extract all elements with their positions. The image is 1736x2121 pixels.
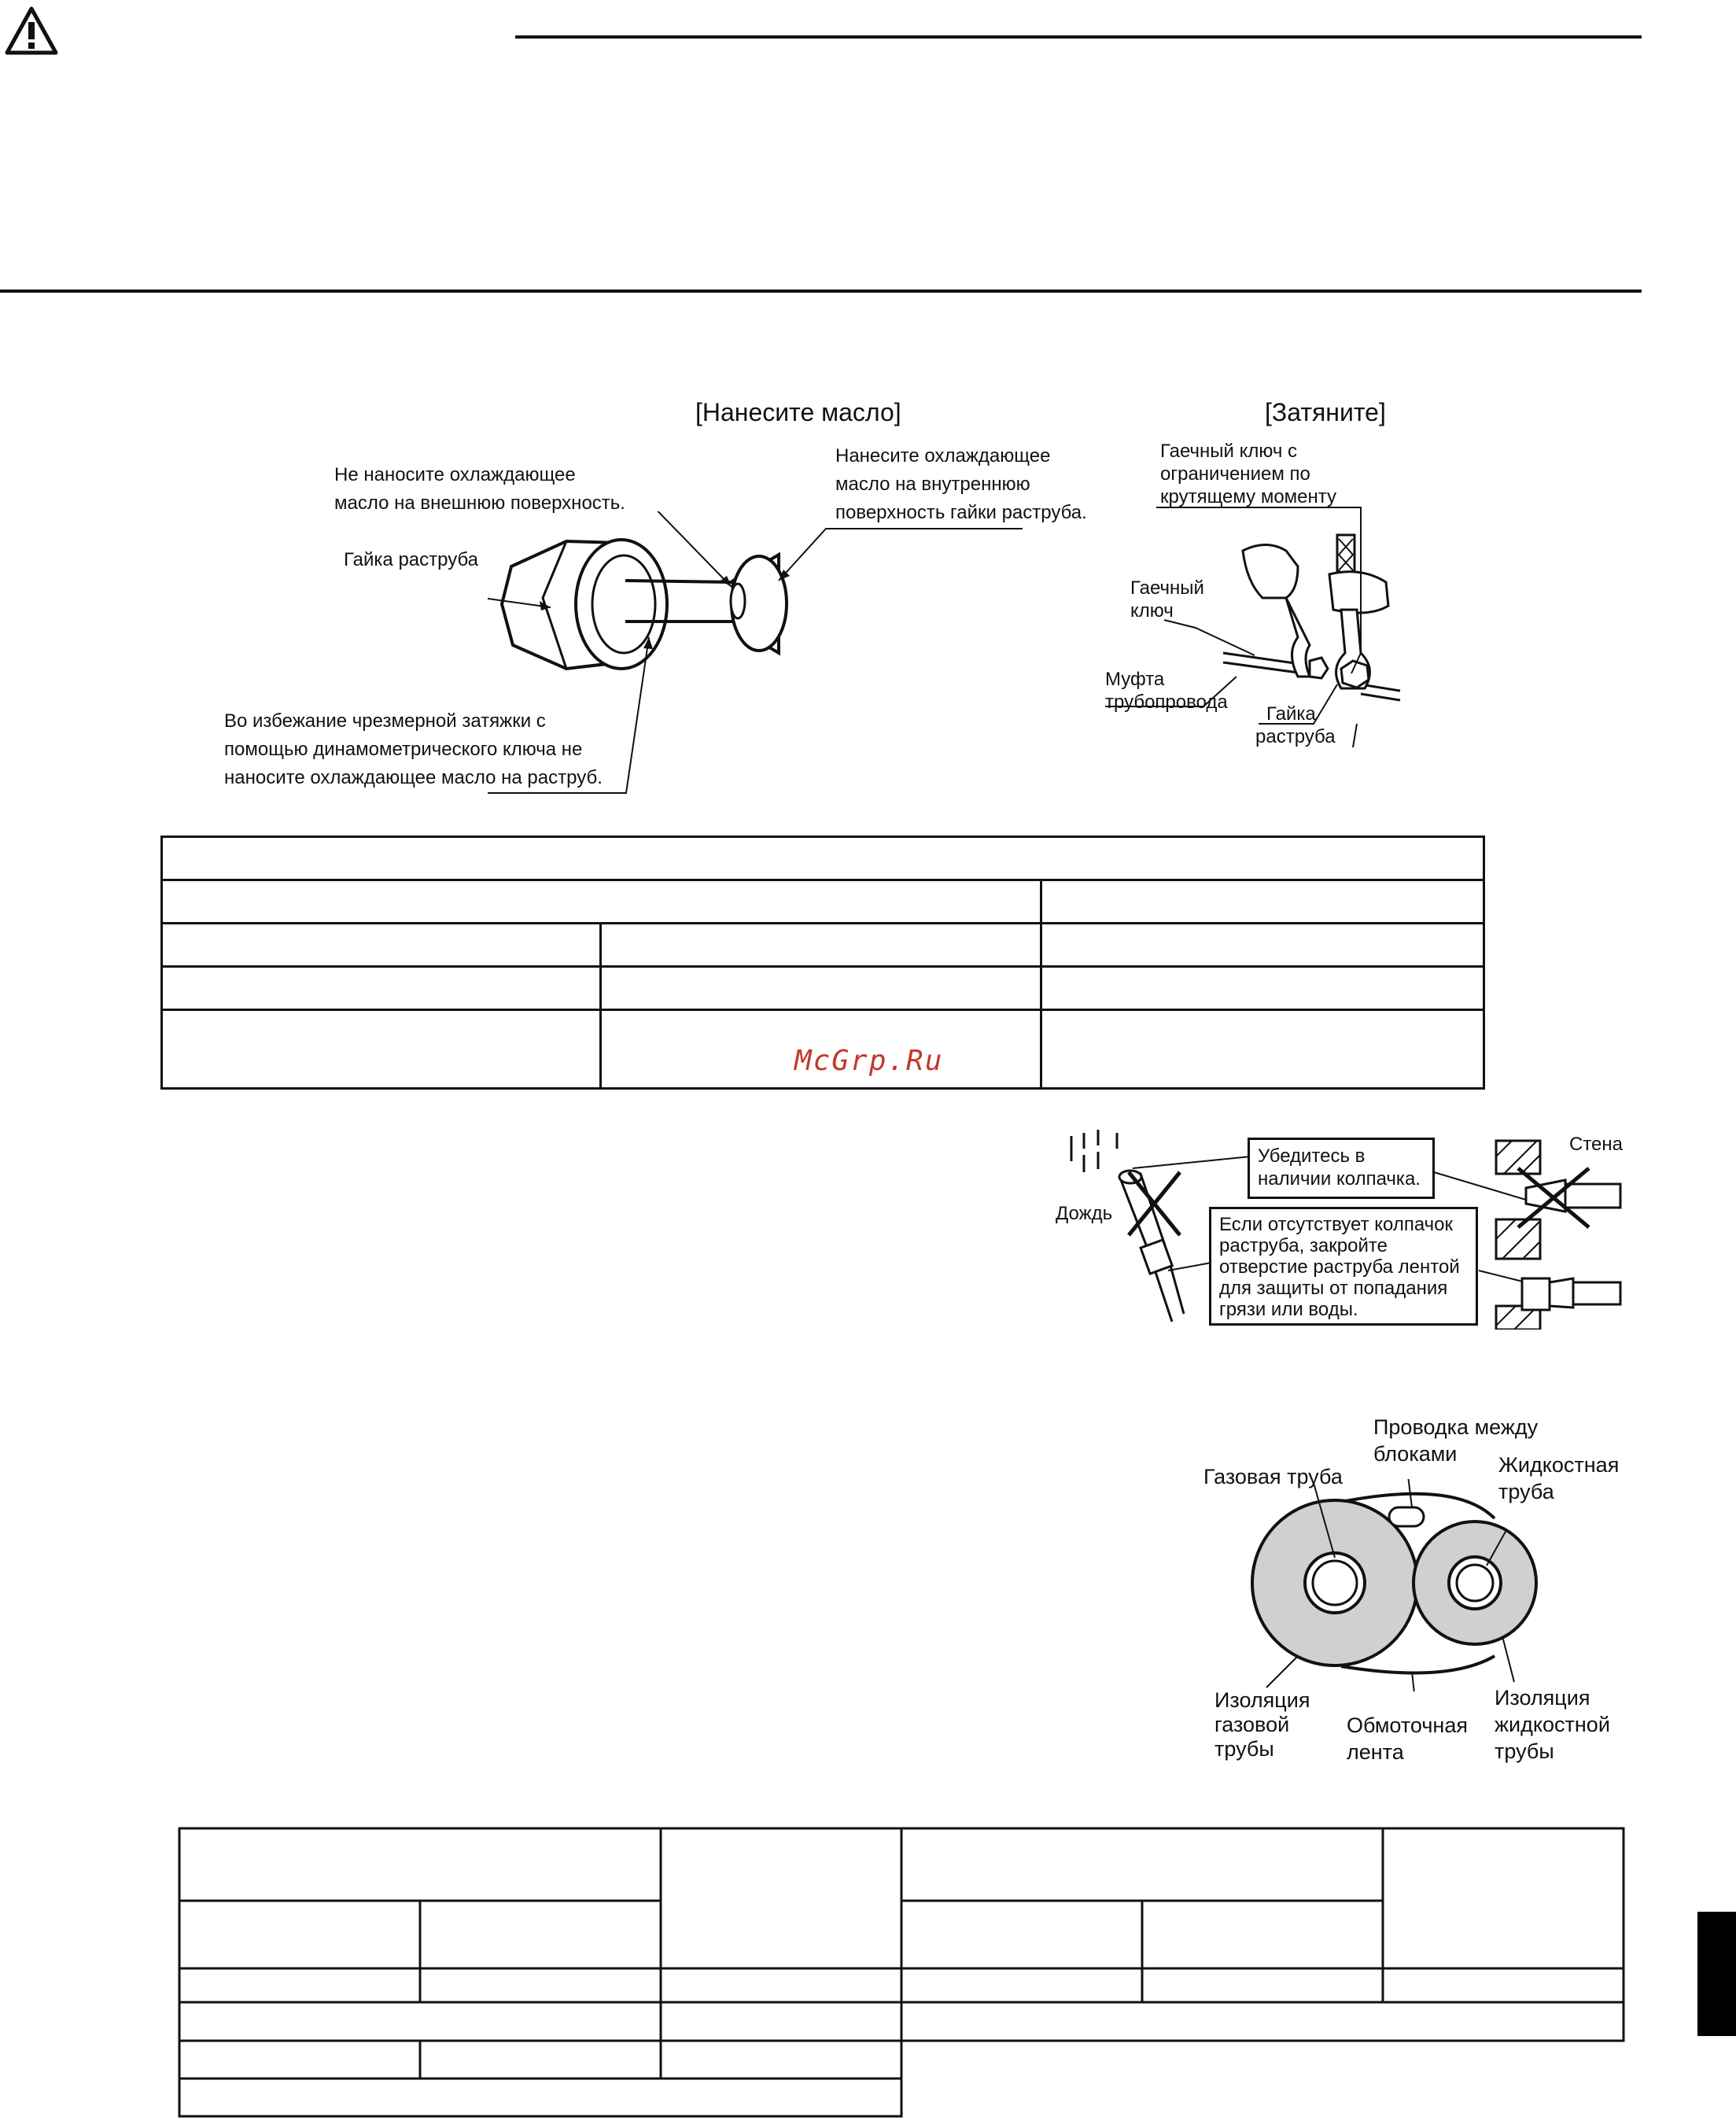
tighten-leaders <box>1101 425 1447 755</box>
coupling-label: Муфта трубопровода <box>1105 669 1228 713</box>
no-outer-label: Не наносите охлаждающее масло на внешнюю поверхность. <box>334 464 625 514</box>
torque-table-cell <box>1041 1010 1484 1089</box>
avoid-overtight-label: Во избежание чрезмерной затяжки с помощью динамометрического ключа не наносите охлаждающее масло на раструб. <box>224 710 603 788</box>
watermark: McGrp.Ru <box>794 1045 944 1077</box>
check-cap-note: Убедитесь в наличии колпачка. <box>1248 1138 1435 1199</box>
torque-table-cell <box>162 1010 601 1089</box>
apply-inner-label: Нанесите охлаждающее масло на внутреннюю поверхность гайки раструба. <box>835 445 1087 523</box>
torque-table-title-cell <box>162 837 1484 880</box>
warning-triangle-icon <box>5 6 58 55</box>
apply-oil-title: [Нанесите масло] <box>695 398 901 426</box>
flare-nut-illustration <box>488 511 1109 802</box>
no-cap-note: Если отсутствует колпачок раструба, закройте отверстие раструба лентой для защиты от попадания грязи или воды. <box>1209 1207 1478 1326</box>
wiring-label: Проводка между блоками <box>1373 1415 1539 1466</box>
tighten-title: [Затяните] <box>1265 398 1386 426</box>
pipe-length-table <box>178 1827 1625 2121</box>
wall-label: Стена <box>1569 1134 1624 1155</box>
gas-pipe-label: Газовая труба <box>1203 1465 1343 1488</box>
wrench-label: Гаечный ключ <box>1130 577 1204 622</box>
liquid-pipe-label: Жидкостная труба <box>1498 1453 1620 1503</box>
torque-table-cell <box>1041 967 1484 1010</box>
wrap-tape-label: Обмоточная лента <box>1347 1713 1468 1764</box>
torque-table-header-cell <box>162 880 1041 924</box>
rain-label: Дождь <box>1056 1203 1113 1224</box>
header-rule <box>515 35 1642 39</box>
gas-insulation-label: Изоляция газовой трубы <box>1214 1688 1310 1761</box>
insulation-illustration <box>1211 1479 1557 1691</box>
tighten-flare-nut-label: Гайка раструба <box>1255 703 1336 747</box>
torque-wrench-label: Гаечный ключ с ограничением по крутящему моменту <box>1160 441 1337 507</box>
section-divider <box>0 290 1642 293</box>
torque-table-cell <box>1041 924 1484 967</box>
flare-nut-label: Гайка раструба <box>344 549 479 570</box>
liquid-insulation-label: Изоляция жидкостной трубы <box>1495 1686 1610 1763</box>
torque-table-cell <box>162 924 601 967</box>
torque-table-header-cell <box>1041 880 1484 924</box>
page-tab-marker <box>1697 1912 1736 2036</box>
torque-table-cell <box>162 967 601 1010</box>
torque-table-cell <box>601 924 1041 967</box>
torque-table-cell <box>601 967 1041 1010</box>
